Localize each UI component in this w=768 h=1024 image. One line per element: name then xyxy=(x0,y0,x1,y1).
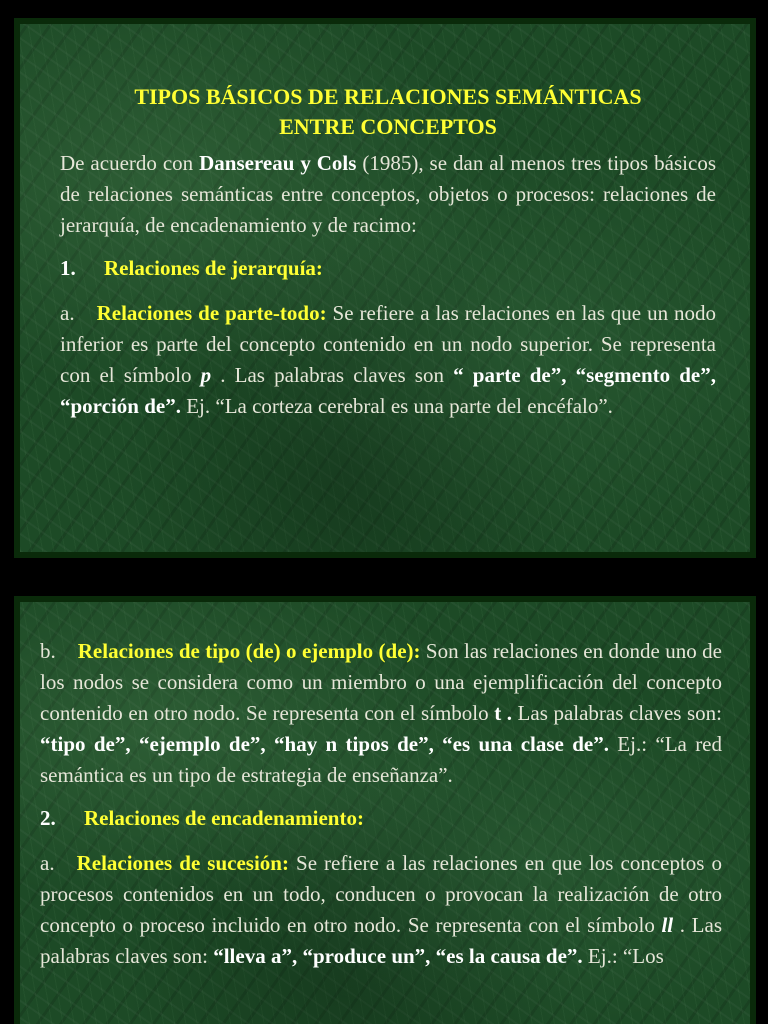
section-2-title: Relaciones de encadenamiento: xyxy=(84,806,364,830)
slide-2-content xyxy=(20,602,750,972)
item-b-text-2: Las palabras claves son: xyxy=(512,701,723,725)
item-a-title: Relaciones de parte-todo: xyxy=(96,301,327,325)
intro-authors: Dansereau y Cols xyxy=(199,151,357,175)
item-b-text-3: Ej.: “La red semántica es un tipo de estrategia de enseñanza”. xyxy=(40,732,723,787)
item-c-letter: a. xyxy=(40,851,55,875)
item-a-text-2: . Las palabras claves son xyxy=(211,363,454,387)
slide-title xyxy=(60,82,716,142)
section-1-title: Relaciones de jerarquía: xyxy=(104,256,323,280)
item-c-text-1: Se refiere a las relaciones en que los conceptos o procesos contenidos en un todo, conducen o provocan la realización de otro concepto o proceso incluido en otro nodo. Se representa con el símbolo xyxy=(40,851,722,937)
item-b-letter: b. xyxy=(40,639,56,663)
slide-title-line-1: TIPOS BÁSICOS DE RELACIONES SEMÁNTICAS xyxy=(134,84,642,109)
item-b-text-1: Son las relaciones en donde uno de los nodos se considera como un miembro o una ejemplificación del concepto contenido en otro nodo. Se representa con el símbolo xyxy=(40,639,723,725)
item-c-title: Relaciones de sucesión: xyxy=(76,851,289,875)
slide-title-line-2: ENTRE CONCEPTOS xyxy=(279,114,497,139)
item-b-paragraph xyxy=(40,636,722,791)
intro-text-2: (1985), se dan al menos tres tipos básicos de relaciones semánticas entre conceptos, objetos o procesos: relaciones de jerarquía, de encadenamiento y de racimo: xyxy=(60,151,716,237)
section-1-heading xyxy=(60,253,716,284)
item-c-text-2: . Las palabras claves son: xyxy=(40,913,722,968)
item-a-symbol: p xyxy=(200,363,212,387)
item-a-text-3: Ej. “La corteza cerebral es una parte del encéfalo”. xyxy=(180,394,613,418)
item-a-text-1: Se refiere a las relaciones en las que un nodo inferior es parte del concepto contenido en un nodo superior. Se representa con el símbolo xyxy=(60,301,717,387)
item-c-keywords: “lleva a”, “produce un”, “es la causa de”. xyxy=(213,944,583,968)
item-b-symbol: t . xyxy=(494,701,512,725)
item-b-title: Relaciones de tipo (de) o ejemplo (de): xyxy=(77,639,421,663)
item-a-letter: a. xyxy=(60,301,75,325)
item-a-keywords: “ parte de”, “segmento de”, “porción de”. xyxy=(60,363,717,418)
section-2-number: 2. xyxy=(40,806,56,830)
intro-paragraph xyxy=(60,148,716,241)
item-c-symbol: ll xyxy=(661,913,674,937)
slide-1 xyxy=(14,18,756,558)
item-c-text-3: Ej.: “Los xyxy=(582,944,664,968)
item-c-paragraph xyxy=(40,848,722,972)
item-a-paragraph xyxy=(60,298,716,422)
slide-2 xyxy=(14,596,756,1024)
intro-text-1: De acuerdo con xyxy=(60,151,200,175)
slide-1-content xyxy=(20,24,750,422)
section-1-number: 1. xyxy=(60,256,76,280)
section-2-heading xyxy=(40,803,722,834)
item-b-keywords: “tipo de”, “ejemplo de”, “hay n tipos de”, “es una clase de”. xyxy=(40,732,609,756)
